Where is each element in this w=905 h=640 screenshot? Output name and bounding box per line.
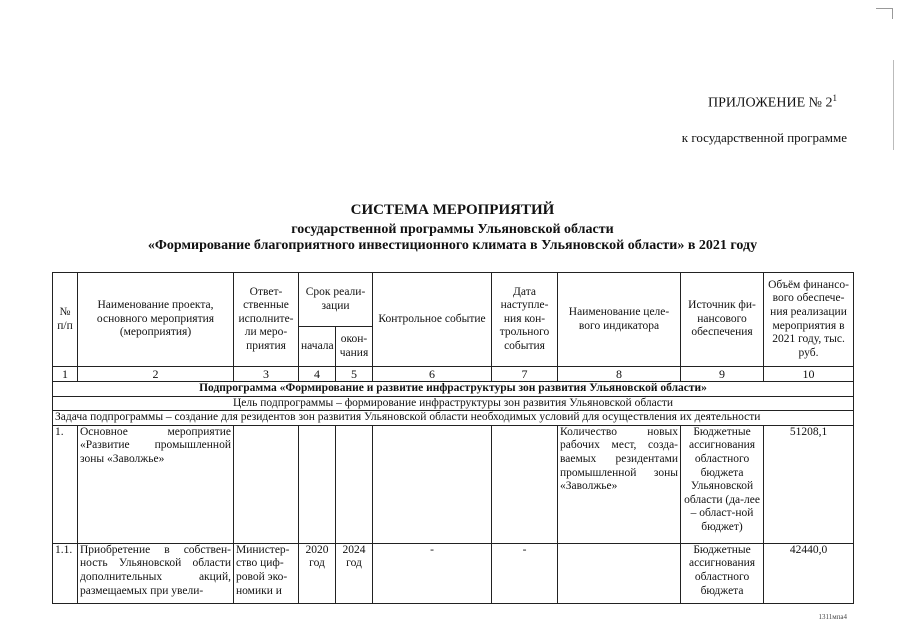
col-number: 3 [234, 367, 299, 382]
header-responsible: Ответ-ственные исполните-ли меро-приятия [234, 273, 299, 367]
row-event [373, 425, 492, 543]
subprogram-row: Подпрограмма «Формирование и развитие инфраструктуры зон развития Ульяновской области» [53, 382, 854, 397]
corner-scan-mark [876, 8, 893, 19]
row-indicator: Количество новых рабочих мест, созда-ваемых резидентами промышленной зоны «Заволжье» [558, 425, 681, 543]
row-source: Бюджетные ассигнования областного бюджета [681, 543, 764, 603]
col-number: 5 [336, 367, 373, 382]
scan-edge-line [893, 60, 894, 150]
row-end [336, 425, 373, 543]
row-name: Приобретение в собствен-ность Ульяновской области дополнительных акций, размещаемых при увели- [78, 543, 234, 603]
document-subtitle-program: государственной программы Ульяновской области [291, 222, 614, 237]
document-subtitle-name: «Формирование благоприятного инвестиционного климата в Ульяновской области» в 2021 году [147, 238, 758, 253]
col-number: 4 [299, 367, 336, 382]
col-number: 7 [492, 367, 558, 382]
header-num: № п/п [53, 273, 78, 367]
footer-code: 1311мпа4 [818, 613, 847, 621]
row-responsible: Министер-ство циф-ровой эко-номики и [234, 543, 299, 603]
row-name: Основное мероприятие «Развитие промышленной зоны «Заволжье» [78, 425, 234, 543]
header-period: Срок реали-зации [299, 273, 373, 327]
task-row: Задача подпрограммы – создание для резидентов зон развития Ульяновской области необходимых условий для осуществления их деятельности [53, 411, 854, 426]
header-event: Контрольное событие [373, 273, 492, 367]
row-volume: 51208,1 [764, 425, 854, 543]
row-event: - [373, 543, 492, 603]
goal-row: Цель подпрограммы – формирование инфраструктуры зон развития Ульяновской области [53, 396, 854, 411]
row-source: Бюджетные ассигнования областного бюджета Ульяновской области (да-лее – област-ной бюджет) [681, 425, 764, 543]
row-indicator [558, 543, 681, 603]
row-end: 2024 год [336, 543, 373, 603]
col-number: 10 [764, 367, 854, 382]
appendix-subtitle: к государственной программе [681, 130, 847, 145]
header-name: Наименование проекта, основного мероприятия (мероприятия) [78, 273, 234, 367]
header-volume: Объём финансо-вого обеспече-ния реализации мероприятия в 2021 году, тыс. руб. [764, 273, 854, 367]
table-row [53, 425, 854, 543]
header-indicator: Наименование целе-вого индикатора [558, 273, 681, 367]
header-end: окон-чания [336, 327, 373, 367]
row-responsible [234, 425, 299, 543]
header-date: Дата наступле-ния кон-трольного события [492, 273, 558, 367]
document-title: СИСТЕМА МЕРОПРИЯТИЙ [350, 202, 555, 218]
col-number: 1 [53, 367, 78, 382]
appendix-superscript: 1 [832, 93, 837, 103]
header-source: Источник фи-нансового обеспечения [681, 273, 764, 367]
column-number-row [53, 367, 854, 382]
col-number: 8 [558, 367, 681, 382]
row-volume: 42440,0 [764, 543, 854, 603]
row-start: 2020 год [299, 543, 336, 603]
row-date: - [492, 543, 558, 603]
row-num: 1.1. [53, 543, 78, 603]
row-start [299, 425, 336, 543]
measures-table [52, 272, 854, 604]
col-number: 2 [78, 367, 234, 382]
col-number: 6 [373, 367, 492, 382]
table-row [53, 543, 854, 603]
row-date [492, 425, 558, 543]
appendix-title: ПРИЛОЖЕНИЕ № $2^1$ [708, 93, 837, 111]
col-number: 9 [681, 367, 764, 382]
header-start: начала [299, 327, 336, 367]
row-num: 1. [53, 425, 78, 543]
